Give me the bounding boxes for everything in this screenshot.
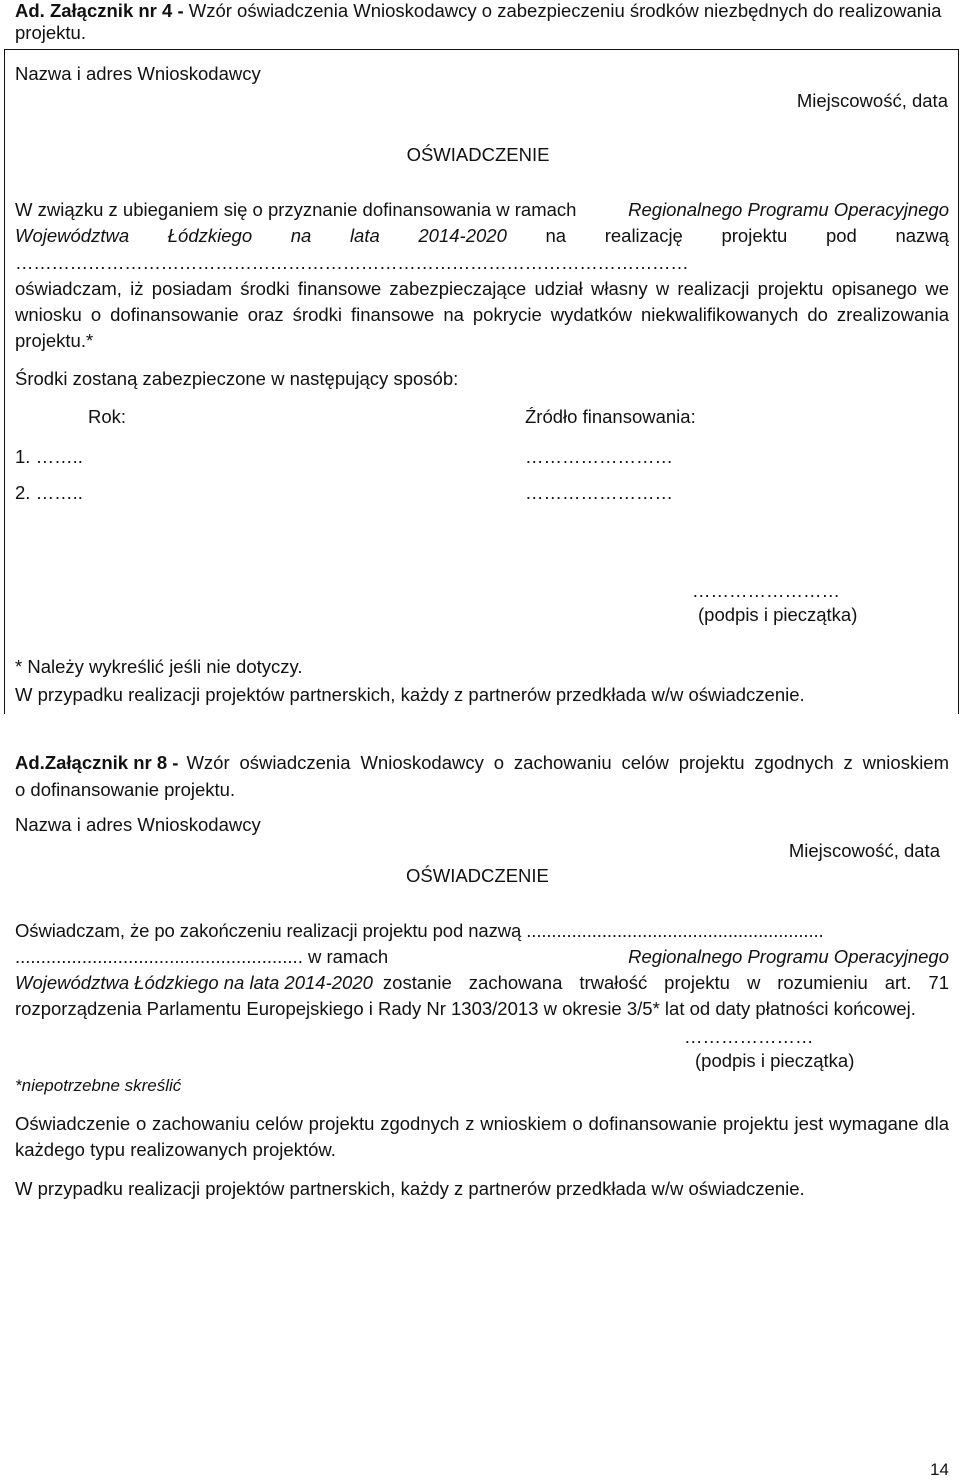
att8-line1: Oświadczam, że po zakończeniu realizacji projektu pod nazwą ........................................................... <box>15 920 824 941</box>
att4-declaration-title: OŚWIADCZENIE <box>406 144 550 165</box>
att8-signature-dots: ………………… <box>684 1026 814 1047</box>
att4-heading-number: Załącznik nr 4 - <box>49 0 184 21</box>
att8-heading-prefix: Ad. <box>15 752 45 773</box>
att4-para2-line1: oświadczam, iż posiadam środki finansowe zabezpieczające udział własny w realizacji projektu opisanego we <box>15 278 949 299</box>
att4-para2-line2: wniosku o dofinansowanie oraz środki finansowe na pokrycie wydatków niekwalifikowanych do zrealizowania <box>15 304 949 325</box>
att4-applicant-label: Nazwa i adres Wnioskodawcy <box>15 63 261 84</box>
att4-row-2-source: …………………… <box>525 482 673 503</box>
att8-heading-cont: o dofinansowanie projektu. <box>15 779 236 800</box>
att8-heading-number: Załącznik nr 8 - <box>44 752 179 773</box>
att4-para1-line2 <box>15 225 949 247</box>
att4-para1-word: lata <box>349 225 380 246</box>
att4-para1-word: na <box>545 225 567 246</box>
att8-line2-program: Regionalnego Programu Operacyjnego <box>628 946 949 967</box>
att4-col-source: Źródło finansowania: <box>525 406 696 427</box>
att8-note-line2: każdego typu realizowanych projektów. <box>15 1139 336 1160</box>
att4-para1-word: na <box>290 225 312 246</box>
att8-partners-note: W przypadku realizacji projektów partnerskich, każdy z partnerów przedkłada w/w oświadczenie. <box>15 1178 805 1199</box>
att4-signature-label: (podpis i pieczątka) <box>698 604 858 625</box>
att8-footnote: *niepotrzebne skreślić <box>15 1076 182 1095</box>
att4-partners-note: W przypadku realizacji projektów partnerskich, każdy z partnerów przedkłada w/w oświadczenie. <box>15 684 805 705</box>
att4-signature-dots: …………………… <box>692 580 840 601</box>
att4-para1-line1 <box>15 199 949 221</box>
att4-secured-label: Środki zostaną zabezpieczone w następujący sposób: <box>15 368 459 389</box>
att8-line2-text: ........................................................ w ramach <box>15 946 389 967</box>
att4-footnote: * Należy wykreślić jeśli nie dotyczy. <box>15 656 303 677</box>
att4-para2-line3: projektu.* <box>15 330 94 351</box>
att4-para1-word: Województwa <box>15 225 130 246</box>
att4-row-1-source: …………………… <box>525 446 673 467</box>
att4-para1-word: projektu <box>721 225 788 246</box>
att4-heading-text: Wzór oświadczenia Wnioskodawcy o zabezpieczeniu środków niezbędnych do realizowania <box>188 0 942 21</box>
att8-line2 <box>15 946 949 968</box>
att8-signature-label: (podpis i pieczątka) <box>695 1050 855 1071</box>
att4-heading-cont: projektu. <box>15 22 86 43</box>
att8-line3-region: Województwa Łódzkiego na lata 2014-2020 <box>15 972 373 993</box>
att4-para1-program: Regionalnego Programu Operacyjnego <box>628 199 949 220</box>
att8-line3 <box>15 972 949 994</box>
att8-heading <box>15 752 949 774</box>
att8-line3-text: zostanie zachowana trwałość projektu w rozumieniu art. 71 <box>382 972 949 993</box>
att4-col-year: Rok: <box>88 406 127 427</box>
page-number: 14 <box>930 1460 949 1479</box>
att8-note-line1: Oświadczenie o zachowaniu celów projektu zgodnych z wnioskiem o dofinansowanie projektu jest wymagane dla <box>15 1113 949 1134</box>
att4-para1-word: realizację <box>604 225 683 246</box>
att4-heading-prefix: Ad. <box>15 0 45 21</box>
att4-place-date-label: Miejscowość, data <box>796 90 948 111</box>
att4-para1-word: Łódzkiego <box>167 225 253 246</box>
att4-para1-text: W związku z ubieganiem się o przyznanie dofinansowania w ramach <box>15 199 577 220</box>
att4-para1-word: 2014-2020 <box>418 225 507 246</box>
att8-line4: rozporządzenia Parlamentu Europejskiego i Rady Nr 1303/2013 w okresie 3/5* lat od daty płatności końcowej. <box>15 998 916 1019</box>
att8-declaration-title: OŚWIADCZENIE <box>406 865 549 886</box>
att8-heading-text: Wzór oświadczenia Wnioskodawcy o zachowaniu celów projektu zgodnych z wnioskiem <box>186 752 949 773</box>
att8-applicant-label: Nazwa i adres Wnioskodawcy <box>15 814 261 835</box>
att4-row-2-year: 2. …….. <box>15 482 83 503</box>
att4-row-1-year: 1. …….. <box>15 446 83 467</box>
att4-para1-word: nazwą <box>895 225 949 246</box>
att4-dots-line: ………………………………………………………………………………………………… <box>15 252 689 273</box>
att8-place-date-label: Miejscowość, data <box>788 840 940 861</box>
att4-heading <box>15 0 941 22</box>
att4-para1-word: pod <box>825 225 857 246</box>
